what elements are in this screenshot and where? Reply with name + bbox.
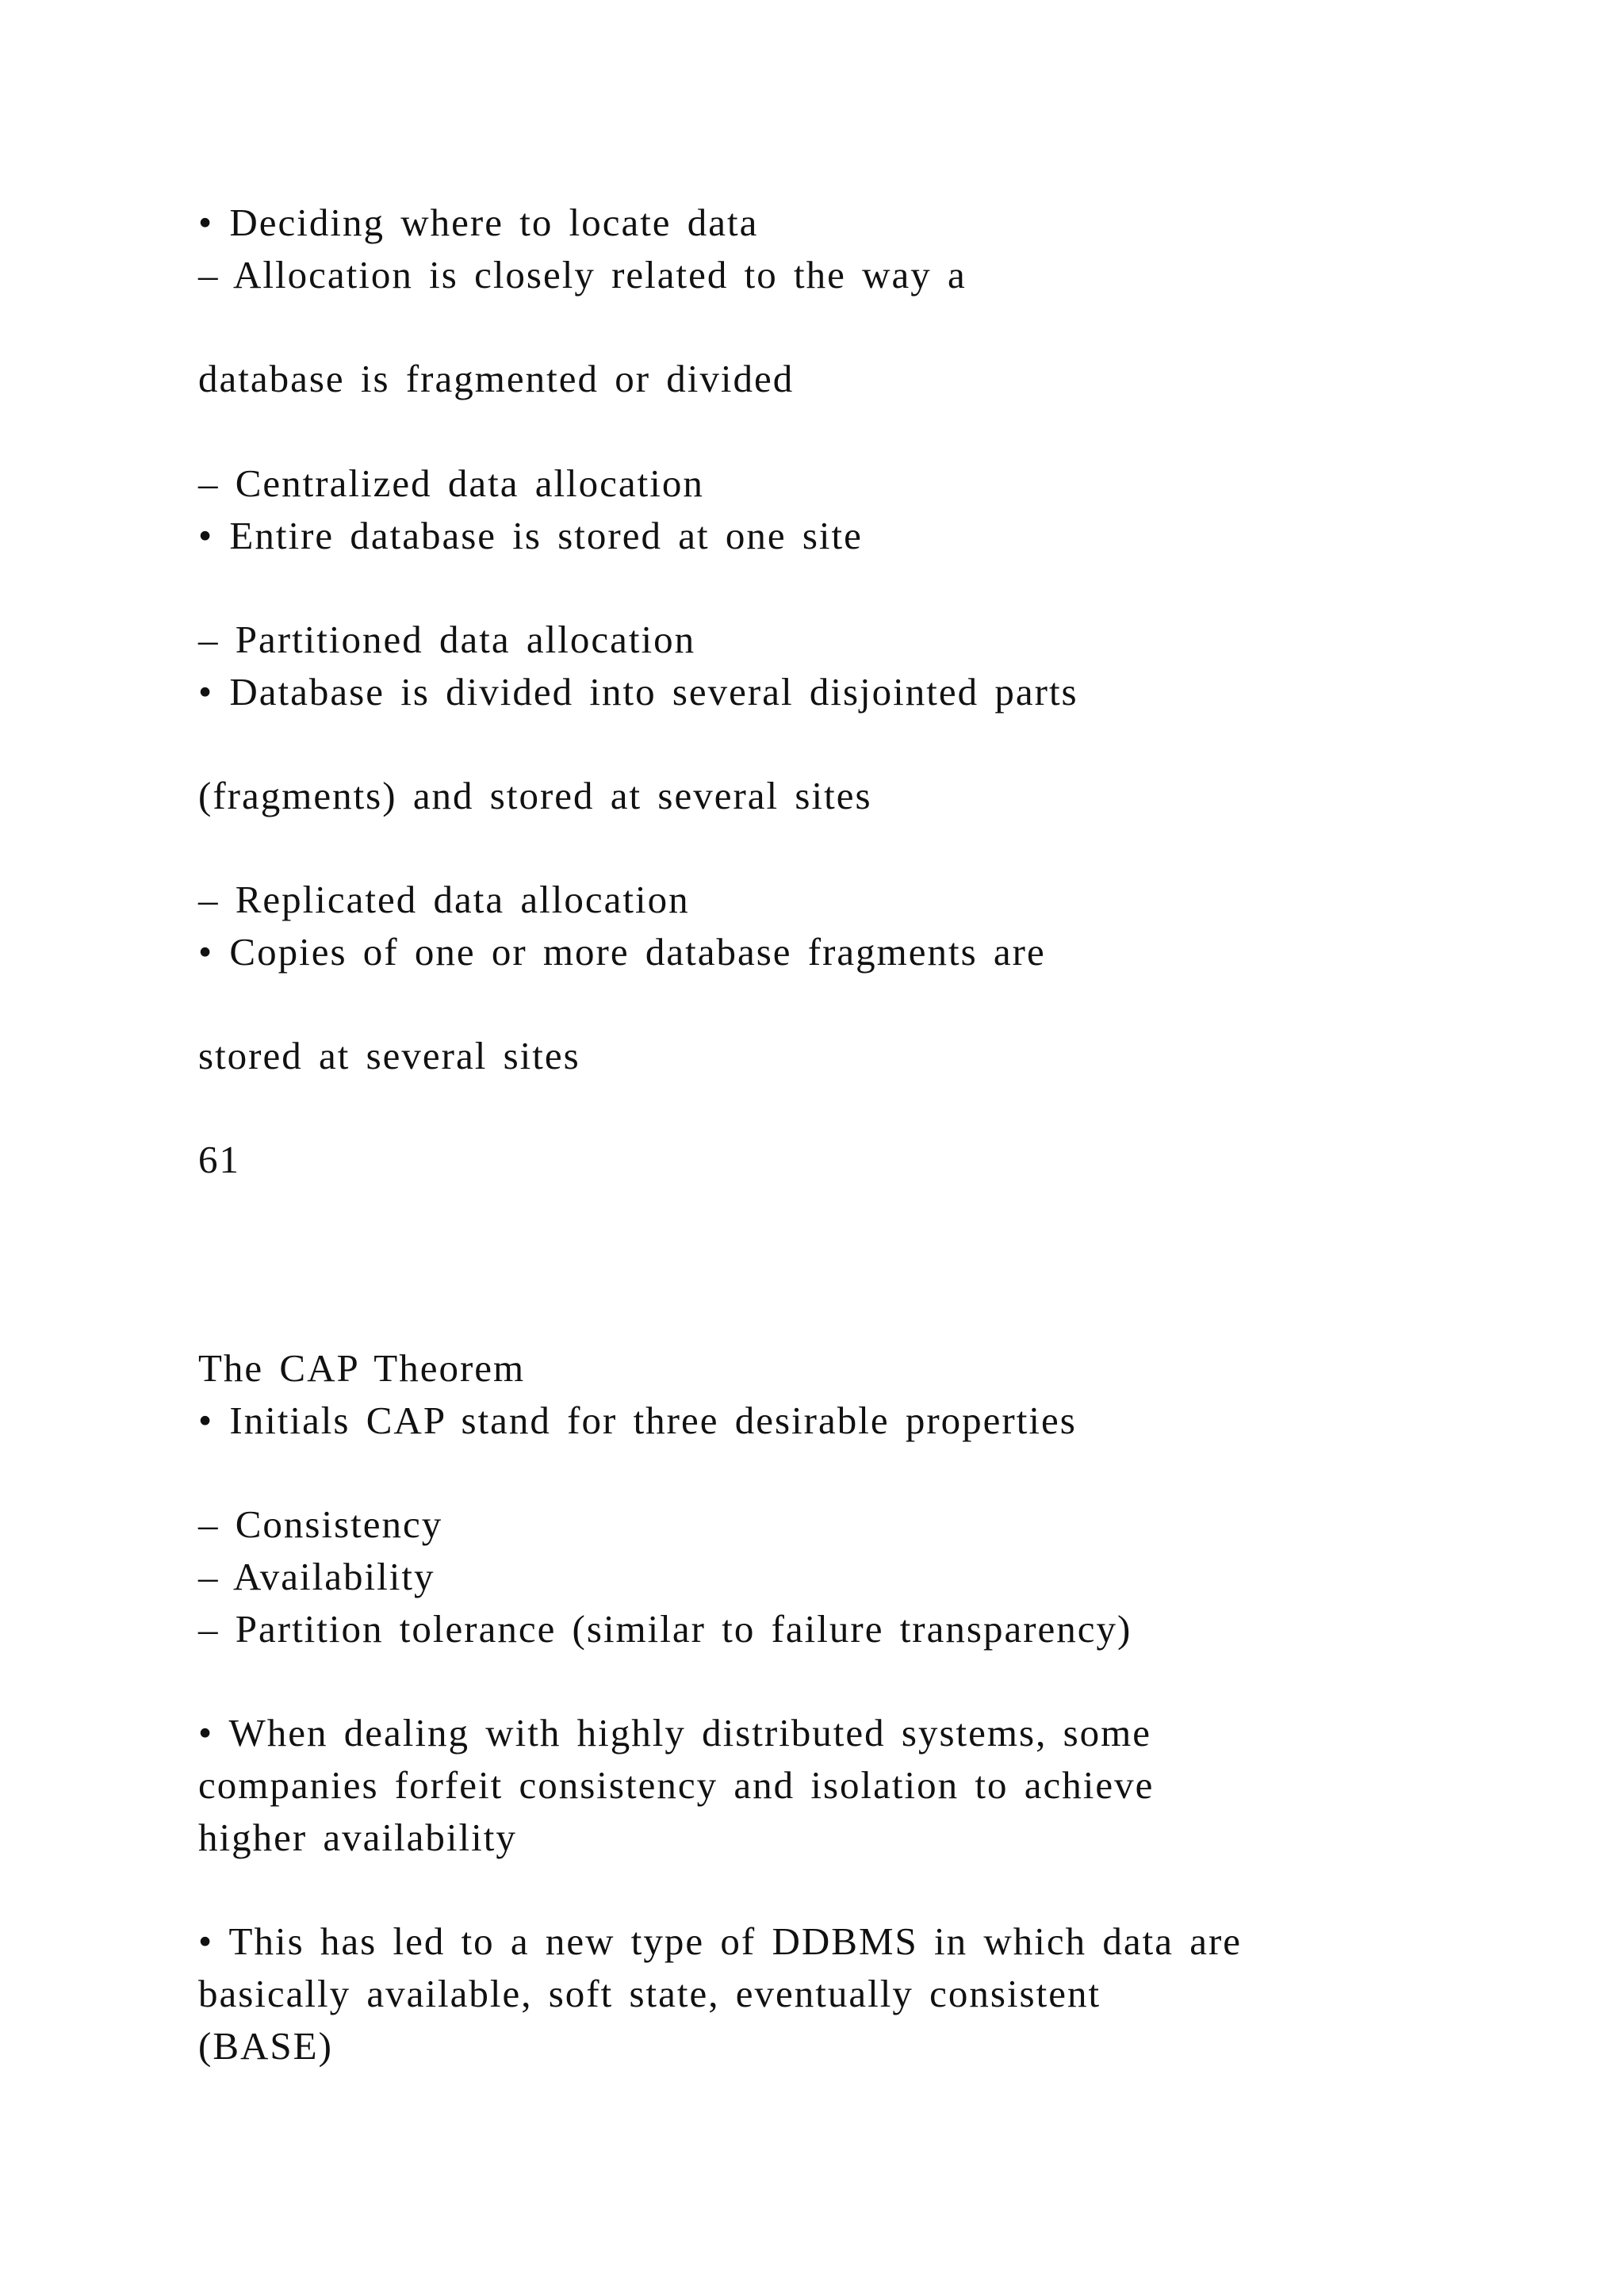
text-line: • Entire database is stored at one site — [198, 514, 863, 557]
section-title: The CAP Theorem — [198, 1346, 526, 1390]
page-number: 61 — [198, 1138, 240, 1181]
text-line: – Consistency — [198, 1502, 443, 1546]
text-line: – Replicated data allocation — [198, 878, 690, 921]
text-line: companies forfeit consistency and isolation to achieve — [198, 1763, 1155, 1807]
text-line: database is fragmented or divided — [198, 357, 795, 400]
text-line: (fragments) and stored at several sites — [198, 774, 872, 817]
text-line: – Partition tolerance (similar to failure transparency) — [198, 1607, 1132, 1651]
text-line: • Copies of one or more database fragments are — [198, 930, 1046, 974]
text-line: – Centralized data allocation — [198, 461, 704, 505]
text-line: • When dealing with highly distributed systems, some — [198, 1711, 1152, 1755]
text-line: • Deciding where to locate data — [198, 201, 759, 244]
text-line: • This has led to a new type of DDBMS in which data are — [198, 1919, 1243, 1963]
text-line: (BASE) — [198, 2024, 333, 2068]
text-line: – Partitioned data allocation — [198, 618, 696, 661]
text-line: stored at several sites — [198, 1034, 580, 1077]
text-line: basically available, soft state, eventually consistent — [198, 1972, 1101, 2015]
text-line: – Availability — [198, 1555, 435, 1598]
text-line: – Allocation is closely related to the way a — [198, 253, 967, 297]
text-line: higher availability — [198, 1816, 517, 1859]
text-line: • Initials CAP stand for three desirable properties — [198, 1399, 1077, 1442]
text-line: • Database is divided into several disjointed parts — [198, 670, 1078, 714]
